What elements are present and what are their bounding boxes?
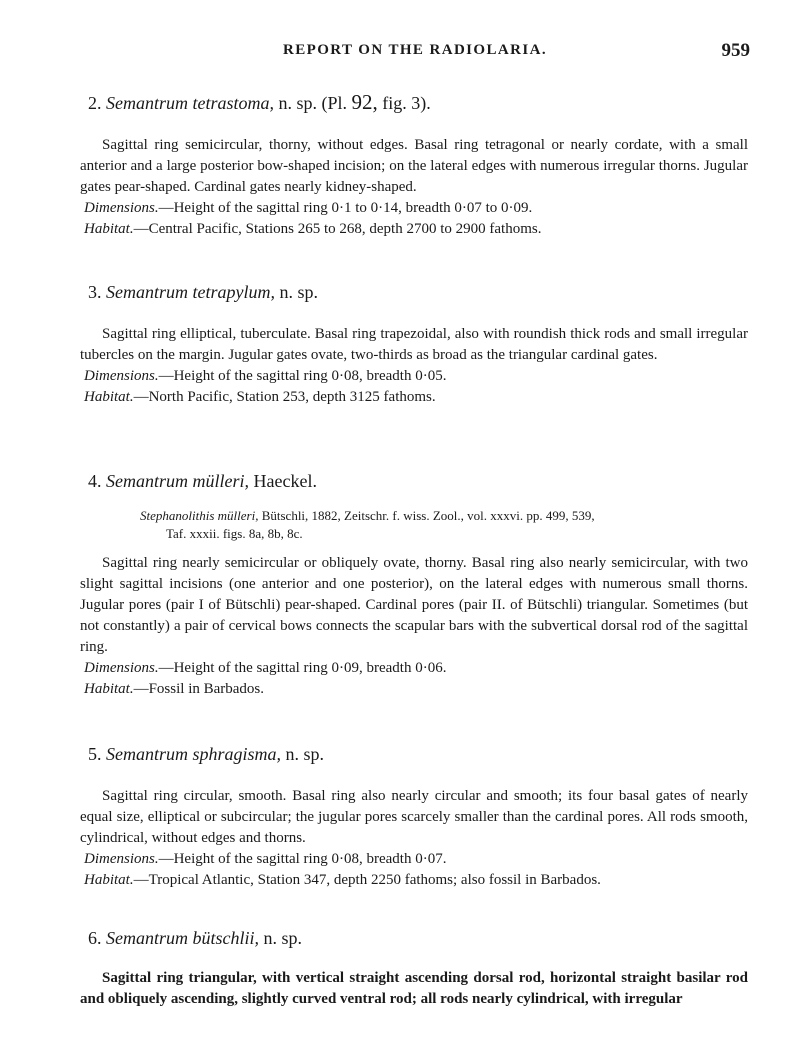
description-line: of Bütschli) triangular. Sometimes (but not constantly) a pair of cervical bows connects the <box>80 597 748 634</box>
description-line: irregular thorns. Jugular gates pear-shaped. Cardinal gates nearly kidney-shaped. <box>80 158 749 195</box>
habitat-line <box>84 679 748 700</box>
plate-prefix: (Pl. <box>321 93 348 113</box>
species-entry-6 <box>80 926 748 1010</box>
habitat-line <box>84 387 748 408</box>
description-line: small irregular tubercles on the margin. Jugular gates ovate, two-thirds as broad as the triangular <box>80 326 749 363</box>
species-number: 4. <box>88 471 102 491</box>
species-heading <box>88 742 748 766</box>
dimensions-label: Dimensions. <box>84 660 159 676</box>
species-name: Semantrum sphragisma, <box>106 744 282 764</box>
description-line: with two slight sagittal incisions (one anterior and one posterior), on the lateral edges with <box>80 555 748 592</box>
synonym-ref-line: Taf. xxxii. figs. 8a, 8b, 8c. <box>166 526 303 541</box>
species-status: Haeckel. <box>253 471 317 491</box>
description-line: of nearly equal size, elliptical or subcircular; the jugular pores scarcely smaller than the cardinal <box>80 788 748 825</box>
description-paragraph <box>80 786 748 849</box>
dimensions-label: Dimensions. <box>84 851 159 867</box>
description-line: scapular bars with the subvertical dorsal rod of the sagittal ring. <box>80 618 749 655</box>
habitat-text: —Fossil in Barbados. <box>133 681 265 697</box>
dimensions-line <box>84 849 748 870</box>
species-name: Semantrum tetrastoma, <box>106 93 274 113</box>
plate-suffix: fig. 3). <box>382 93 431 113</box>
habitat-label: Habitat. <box>84 681 134 697</box>
species-name: Semantrum mülleri, <box>106 471 249 491</box>
species-name: Semantrum tetrapylum, <box>106 282 275 302</box>
species-entry-4 <box>80 469 748 700</box>
habitat-text: —Tropical Atlantic, Station 347, depth 2250 fathoms; also fossil in Barbados. <box>133 872 601 888</box>
description-line: numerous small thorns. Jugular pores (pair I of Bütschli) pear-shaped. Cardinal pores (pair II. <box>80 576 749 613</box>
species-heading <box>88 280 748 304</box>
dimensions-text: —Height of the sagittal ring 0·09, breadth 0·06. <box>158 660 447 676</box>
description-paragraph <box>80 553 748 658</box>
plate-number: 92, <box>351 90 378 114</box>
description-line: with a small anterior and a large posterior bow-shaped incision; on the lateral edges with numerous <box>80 137 749 174</box>
species-status: n. sp. <box>278 93 318 113</box>
species-status: n. sp. <box>263 928 303 948</box>
habitat-text: —Central Pacific, Stations 265 to 268, depth 2700 to 2900 fathoms. <box>133 221 542 237</box>
habitat-label: Habitat. <box>84 221 134 237</box>
habitat-label: Habitat. <box>84 872 134 888</box>
dimensions-label: Dimensions. <box>84 200 159 216</box>
description-line: Sagittal ring semicircular, thorny, without edges. Basal ring tetragonal or nearly cordate, <box>102 137 663 153</box>
species-status: n. sp. <box>285 744 325 764</box>
habitat-line <box>84 219 748 240</box>
species-heading <box>88 90 748 115</box>
description-line: Sagittal ring circular, smooth. Basal ring also nearly circular and smooth; its four basal gates <box>102 788 687 804</box>
synonym-reference <box>140 507 748 543</box>
species-number: 3. <box>88 282 102 302</box>
species-name: Semantrum bütschlii, <box>106 928 259 948</box>
dimensions-line <box>84 366 748 387</box>
page-number: 959 <box>721 40 750 61</box>
description-line: Sagittal ring elliptical, tuberculate. Basal ring trapezoidal, also with roundish thick rods and <box>102 326 656 342</box>
description-paragraph <box>80 968 748 1010</box>
species-status: n. sp. <box>279 282 318 302</box>
description-paragraph <box>80 135 748 198</box>
species-heading <box>88 469 748 493</box>
description-line: and obliquely ascending, slightly curved ventral rod; all rods nearly cylindrical, with irregular <box>80 991 683 1007</box>
dimensions-line <box>84 658 748 679</box>
dimensions-text: —Height of the sagittal ring 0·08, breadth 0·05. <box>158 368 447 384</box>
description-paragraph <box>80 324 748 366</box>
habitat-line <box>84 870 748 891</box>
species-number: 6. <box>88 928 102 948</box>
synonym-name: Stephanolithis mülleri, <box>140 508 259 523</box>
dimensions-line <box>84 198 748 219</box>
species-heading <box>88 926 748 950</box>
species-entry-2 <box>80 90 748 240</box>
description-line: Sagittal ring nearly semicircular or obliquely ovate, thorny. Basal ring also nearly semicircular, <box>102 555 689 571</box>
species-number: 5. <box>88 744 102 764</box>
species-number: 2. <box>88 93 102 113</box>
running-header <box>80 42 750 66</box>
dimensions-label: Dimensions. <box>84 368 159 384</box>
synonym-ref-line: Bütschli, 1882, Zeitschr. f. wiss. Zool., vol. xxxvi. pp. 499, 539, <box>261 508 595 523</box>
species-entry-5 <box>80 742 748 891</box>
description-line: Sagittal ring triangular, with vertical straight ascending dorsal rod, horizontal straight basilar rod <box>102 970 748 986</box>
dimensions-text: —Height of the sagittal ring 0·1 to 0·14, breadth 0·07 to 0·09. <box>158 200 533 216</box>
description-line: pores. All rods smooth, cylindrical, without edges and thorns. <box>80 809 749 846</box>
habitat-text: —North Pacific, Station 253, depth 3125 fathoms. <box>133 389 436 405</box>
habitat-label: Habitat. <box>84 389 134 405</box>
dimensions-text: —Height of the sagittal ring 0·08, breadth 0·07. <box>158 851 447 867</box>
running-title: REPORT ON THE RADIOLARIA. <box>283 42 547 58</box>
species-entry-3 <box>80 280 748 408</box>
description-line: cardinal gates. <box>570 347 658 363</box>
